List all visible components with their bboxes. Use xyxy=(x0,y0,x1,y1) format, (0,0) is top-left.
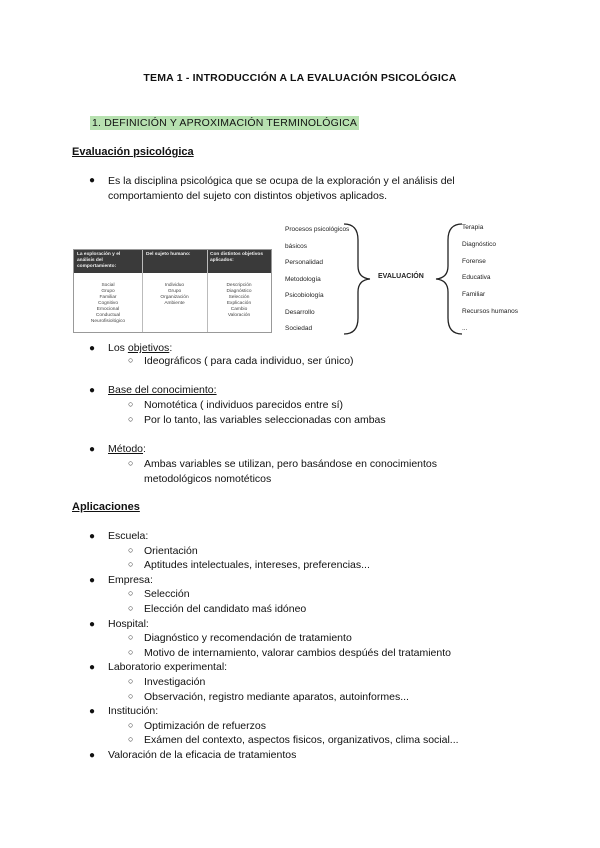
table-header-cell: Del sujeto humano: xyxy=(146,252,191,257)
base-sub: Por lo tanto, las variables seleccionadas con ambas xyxy=(144,414,386,426)
page-title: TEMA 1 - INTRODUCCIÓN A LA EVALUACIÓN PSICOLÓGICA xyxy=(143,72,457,84)
app-label: Institución: xyxy=(108,705,159,718)
app-sub-item: Aptitudes intelectuales, intereses, preferencias... xyxy=(144,559,370,572)
bullet-icon: ● xyxy=(89,618,96,630)
circle-bullet-icon: ○ xyxy=(128,734,134,745)
table-cell: Selección xyxy=(228,295,250,300)
metodo-sub-line-2: metodológicos nomotéticos xyxy=(144,473,272,485)
table-col-1 xyxy=(74,283,142,325)
app-sub-item: Exámen del contexto, aspectos fisicos, organizativos, clima social... xyxy=(144,734,459,747)
diagram-item: Sociedad xyxy=(285,325,313,332)
definition-line-2: comportamiento del sujeto con distintos objetivos aplicados. xyxy=(108,190,387,202)
circle-bullet-icon: ○ xyxy=(128,676,134,686)
section-heading: 1. DEFINICIÓN Y APROXIMACIÓN TERMINOLÓGICA xyxy=(92,117,358,129)
diagram-center: EVALUACIÓN xyxy=(378,273,424,280)
app-label: Empresa: xyxy=(108,573,153,586)
app-sub-item: Optimización de refuerzos xyxy=(144,719,266,732)
table-cell: Ambiente xyxy=(164,301,185,306)
eval-heading: Evaluación psicológica xyxy=(72,146,194,158)
circle-bullet-icon: ○ xyxy=(128,588,134,599)
circle-bullet-icon: ○ xyxy=(128,719,134,730)
table-col-3 xyxy=(207,283,271,319)
table-cell: Organización xyxy=(160,295,189,300)
table-cell: Familiar xyxy=(99,295,117,300)
base-sub: Nomotética ( individuos parecidos entre sí) xyxy=(144,399,344,411)
circle-bullet-icon: ○ xyxy=(128,690,134,701)
app-sub-item: Motivo de internamiento, valorar cambios despúés del tratamiento xyxy=(144,646,451,659)
table-cell: Cambio xyxy=(230,307,248,312)
diagram-item: básicos xyxy=(285,242,308,250)
table-cell: Cognitivo xyxy=(98,301,118,306)
table-col-2 xyxy=(142,283,207,307)
base-label: Base del conocimiento: xyxy=(108,384,217,396)
bullet-icon: ● xyxy=(89,385,96,396)
table-cell: Grupo xyxy=(167,289,182,294)
diagram-item: Psicobiología xyxy=(285,292,324,299)
diagram-item: Recursos humanos xyxy=(462,307,518,315)
diagram-item: Personalidad xyxy=(285,259,323,266)
objectives-table xyxy=(73,249,272,333)
circle-bullet-icon: ○ xyxy=(128,632,134,643)
table-cell: Neurofisiológico xyxy=(90,319,126,324)
table-cell: Social xyxy=(101,283,115,288)
circle-bullet-icon: ○ xyxy=(128,458,134,468)
diagram-item: Procesos psicológicos xyxy=(285,226,350,233)
diagram-item: Terapia xyxy=(462,224,484,231)
table-cell: Grupo xyxy=(101,289,115,294)
app-sub-item: Observación, registro mediante aparatos, autoinformes... xyxy=(144,690,409,703)
left-brace-icon xyxy=(340,222,380,336)
table-cell: Individuo xyxy=(164,283,185,288)
table-header-cell: Con distintos objetivos aplicados: xyxy=(210,252,264,263)
bullet-icon: ● xyxy=(89,175,96,186)
diagram-item: Metodología xyxy=(285,275,321,283)
app-label: Escuela: xyxy=(108,530,149,542)
app-sub-item: Selección xyxy=(144,588,190,601)
app-sub-item: Investigación xyxy=(144,676,206,688)
table-cell: Emocional xyxy=(96,307,120,312)
app-sub-item: Orientación xyxy=(144,544,198,557)
metodo-sub-line-1: Ambas variables se utilizan, pero basándose en conocimientos xyxy=(144,458,438,470)
table-header-cell: La exploración y el análisis del comportamiento: xyxy=(77,252,121,269)
diagram-item: Desarrollo xyxy=(285,308,315,316)
objetivos-link[interactable]: objetivos xyxy=(127,342,170,354)
circle-bullet-icon: ○ xyxy=(128,399,134,409)
table-cell: Valoración xyxy=(227,313,251,318)
objetivos-sub: Ideográficos ( para cada individuo, ser único) xyxy=(144,355,354,367)
circle-bullet-icon: ○ xyxy=(128,603,134,613)
bullet-icon: ● xyxy=(89,706,96,718)
app-label: Valoración de la eficacia de tratamientos xyxy=(108,749,297,761)
app-sub-item: Diagnóstico y recomendación de tratamiento xyxy=(144,632,352,645)
circle-bullet-icon: ○ xyxy=(128,355,134,365)
bullet-icon: ● xyxy=(89,444,96,455)
objetivos-prefix: Los xyxy=(108,342,128,354)
diagram-item: Educativa xyxy=(462,274,491,282)
metodo-item xyxy=(108,442,146,457)
apps-heading: Aplicaciones xyxy=(72,501,140,513)
bullet-icon: ● xyxy=(89,750,96,761)
diagram-item: Diagnóstico xyxy=(462,240,496,248)
table-cell: Explicación xyxy=(226,301,252,306)
objetivos-suffix: : xyxy=(169,342,173,354)
diagram-item: Familiar xyxy=(462,291,486,299)
app-sub-item: Elección del candidato maś idóneo xyxy=(144,603,307,615)
table-cell: Diagnóstico xyxy=(226,289,252,294)
metodo-label: Método xyxy=(108,443,144,455)
bullet-icon: ● xyxy=(89,343,96,354)
bullet-icon: ● xyxy=(89,574,96,586)
circle-bullet-icon: ○ xyxy=(128,414,134,424)
bullet-icon: ● xyxy=(89,662,96,674)
diagram-item: Forense xyxy=(462,257,486,265)
table-cell: Descripción xyxy=(226,283,252,288)
bullet-icon: ● xyxy=(89,531,96,542)
app-label: Hospital: xyxy=(108,617,149,630)
circle-bullet-icon: ○ xyxy=(128,544,134,555)
app-label: Laboratorio experimental: xyxy=(108,661,228,674)
table-cell: Conductual xyxy=(95,313,121,318)
definition-line-1: Es la disciplina psicológica que se ocupa de la exploración y el análisis del xyxy=(108,175,455,187)
metodo-suffix: : xyxy=(143,443,146,455)
diagram-item: ... xyxy=(462,324,468,332)
diagram-right-list xyxy=(462,224,518,342)
circle-bullet-icon: ○ xyxy=(128,646,134,657)
circle-bullet-icon: ○ xyxy=(128,559,134,570)
